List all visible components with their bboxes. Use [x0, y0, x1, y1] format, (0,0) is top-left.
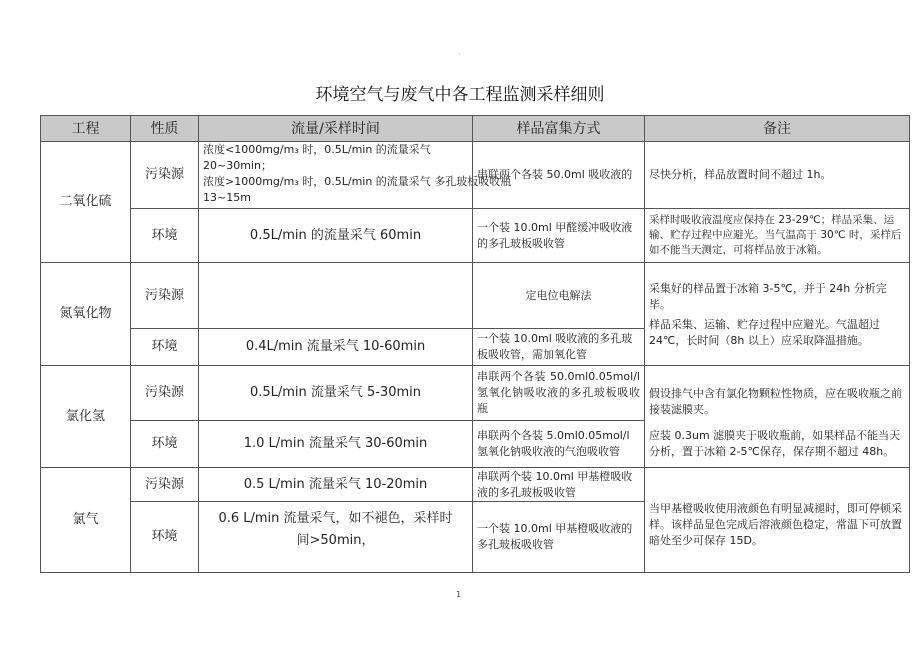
enrich-cell: 定电位电解法 [472, 262, 645, 329]
type-cell: 污染源 [130, 262, 199, 329]
flow-cell: 0.4L/min 流量采气 10-60min [198, 328, 473, 366]
enrich-cell: 串联两个各装 50.0ml0.05mol/l 氢氧化钠吸收液的多孔玻板吸收瓶 [472, 365, 645, 421]
flow-cell: 0.5L/min 流量采气 5-30min [198, 365, 473, 421]
note-cell: 当甲基橙吸收使用液颜色有明显减褪时，即可停顿采样。该样品显色完成后溶液颜色稳定，常温下可放置暗处至少可保存 15D。 [644, 467, 910, 573]
header-enrich: 样品富集方式 [472, 115, 645, 142]
header-type: 性质 [130, 115, 199, 142]
type-cell: 环境 [130, 501, 199, 573]
enrich-cell: 串联两个各装 5.0ml0.05mol/l 氢氧化钠吸收液的气泡吸收管 [472, 420, 645, 468]
type-cell: 环境 [130, 420, 199, 468]
flow-line: 0.6 L/min 流量采气，如不褪色，采样时 [218, 511, 453, 526]
page-number: 1 [456, 590, 462, 599]
header-project: 工程 [40, 115, 131, 142]
flow-cell [198, 141, 512, 209]
flow-cell: 0.5 L/min 流量采气 10-20min [198, 467, 473, 502]
project-nox: 氮氧化物 [40, 262, 131, 366]
header-flow: 流量/采样时间 [198, 115, 473, 142]
note-paragraph: 应装 0.3um 滤膜夹于吸收瓶前，如果样品不能当天分析，置于冰箱 2-5℃保存，保存期不超过 48h。 [649, 429, 901, 458]
enrich-cell: 一个装 10.0ml 甲基橙吸收液的多孔玻板吸收管 [472, 501, 645, 573]
type-cell: 环境 [130, 208, 199, 263]
type-cell: 污染源 [130, 467, 199, 502]
enrich-cell: 一个装 10.0ml 甲醛缓冲吸收液的多孔玻板吸收管 [472, 208, 645, 263]
flow-cell [198, 262, 473, 329]
flow-line: 13~15m [203, 191, 251, 204]
note-cell [644, 262, 910, 366]
flow-line: 20~30min； [203, 159, 272, 172]
type-cell: 环境 [130, 328, 199, 366]
type-cell: 污染源 [130, 365, 199, 421]
flow-line: 间>50min， [296, 533, 375, 548]
type-cell: 污染源 [130, 141, 199, 209]
project-cl2: 氯气 [40, 467, 131, 573]
flow-cell [198, 501, 473, 573]
enrich-cell: 串联两个装 10.0ml 甲基橙吸收液的多孔玻板吸收管 [472, 467, 645, 502]
project-so2: 二氧化硫 [40, 141, 131, 263]
note-cell [644, 365, 910, 468]
enrich-cell: 串联两个各装 50.0ml 吸收液的 [472, 141, 645, 209]
note-cell: 采样时吸收液温度应保持在 23-29℃；样品采集、运输、贮存过程中应避光。当气温高于 30℃ 时，采样后如不能当天测定，可将样品放于冰箱。 [644, 208, 910, 263]
flow-line: 浓度>1000mg/m₃ 时，0.5L/min 的流量采气 多孔玻板吸收瓶 [203, 175, 512, 188]
note-paragraph: 假设排气中含有氯化物颗粒性物质，应在吸收瓶之前接装滤膜夹。 [649, 387, 902, 416]
project-hcl: 氯化氢 [40, 365, 131, 468]
note-paragraph: 采集好的样品置于冰箱 3-5℃，并于 24h 分析完毕。 [649, 282, 887, 311]
note-paragraph: 样品采集、运输、贮存过程中应避光。气温超过 24℃，长时间（8h 以上）应采取降温措施。 [649, 318, 880, 347]
flow-cell: 0.5L/min 的流量采气 60min [198, 208, 473, 263]
enrich-cell: 一个装 10.0ml 吸收液的多孔玻板吸收管，需加氧化管 [472, 328, 645, 366]
header-mark: · [458, 50, 461, 59]
flow-cell: 1.0 L/min 流量采气 30-60min [198, 420, 473, 468]
note-cell: 尽快分析，样品放置时间不超过 1h。 [644, 141, 910, 209]
header-note: 备注 [644, 115, 910, 142]
flow-line: 浓度<1000mg/m₃ 时，0.5L/min 的流量采气 [203, 143, 431, 156]
document-title: 环境空气与废气中各工程监测采样细则 [315, 85, 605, 105]
